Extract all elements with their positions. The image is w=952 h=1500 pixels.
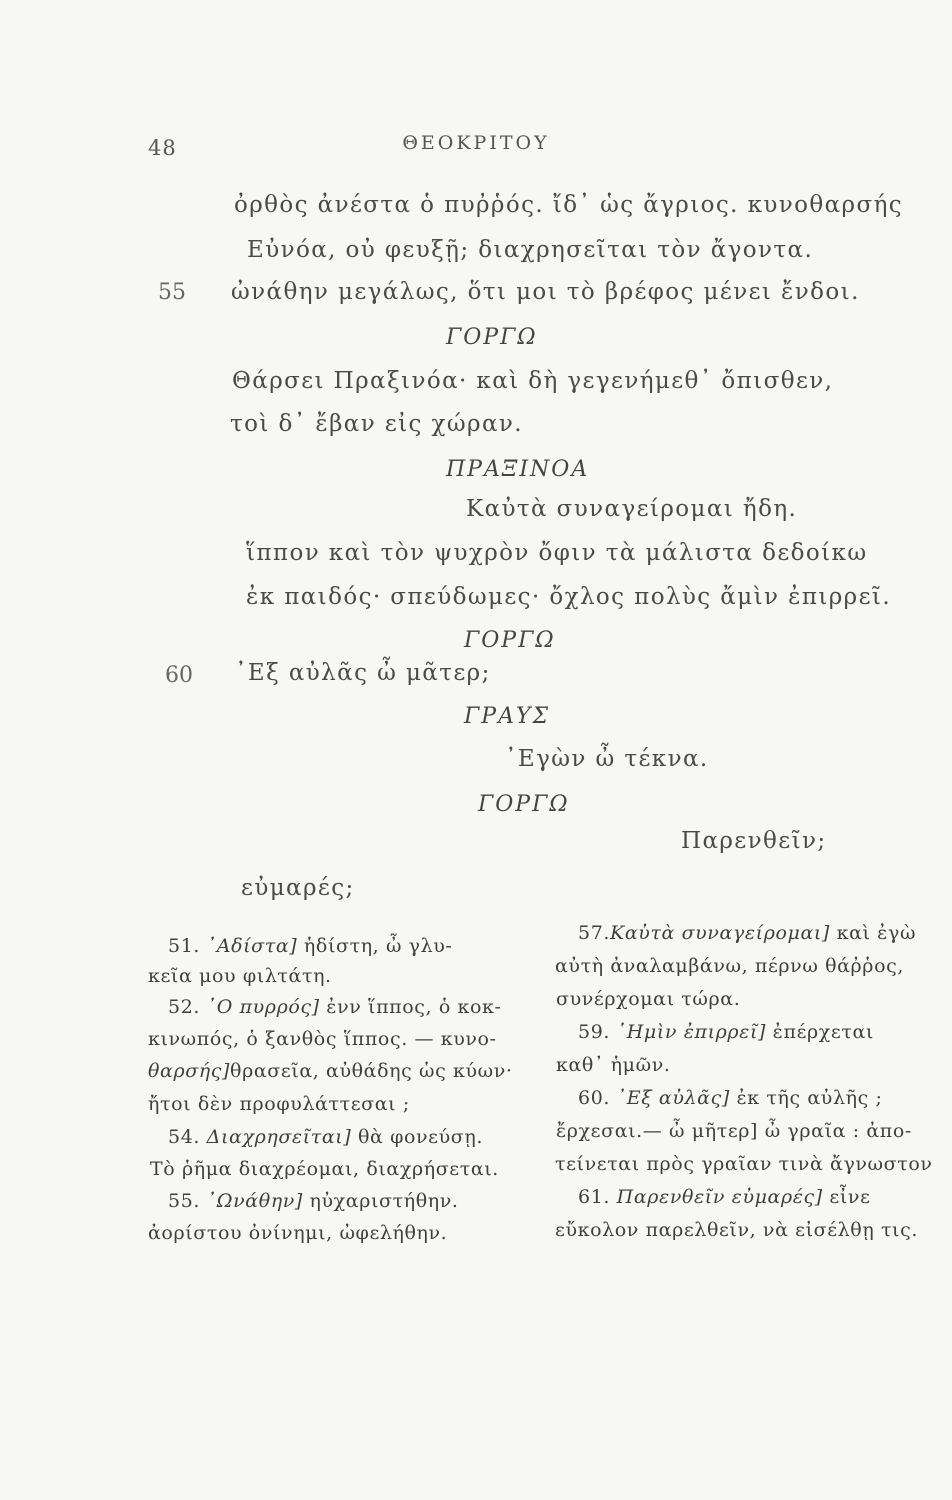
commentary-line: 55. ᾽Ωνάθην] ηὐχαριστήθην. [168, 1190, 459, 1212]
commentary-line: 59. ῾Ημὶν ἐπιρρεῖ] ἐπέρχεται [578, 1021, 874, 1043]
verse-line: Θάρσει Πραξινόα· καὶ δὴ γεγενήμεθ᾽ ὄπισθεν, [232, 368, 834, 394]
verse-line: Καὐτὰ συναγείρομαι ἤδη. [466, 496, 798, 522]
speaker-name: ΓΡΑΥΣ [464, 704, 551, 729]
running-title: ΘΕΟΚΡΙΤΟΥ [402, 132, 550, 154]
verse-line: Παρενθεῖν; [681, 828, 827, 854]
verse-line: τοὶ δ᾽ ἔβαν εἰς χώραν. [230, 411, 523, 437]
commentary-line: θαρσής]θρασεῖα, αὐθάδης ὡς κύων· [148, 1060, 513, 1082]
commentary-line: ἤτοι δὲν προφυλάττεσαι ; [148, 1093, 410, 1115]
verse-line: ὀρθὸς ἀνέστα ὁ πυῤῥός. ἴδ᾽ ὡς ἄγριος. κυνοθαρσής [234, 192, 904, 218]
commentary-line: εὔκολον παρελθεῖν, νὰ εἰσέλθῃ τις. [555, 1219, 918, 1241]
verse-line: εὐμαρές; [241, 875, 355, 901]
commentary-line: καθ᾽ ἡμῶν. [556, 1054, 671, 1076]
speaker-name: ΓΟΡΓΩ [446, 325, 538, 350]
commentary-line: 51. ᾽Αδίστα] ἡδίστη, ὦ γλυ- [168, 935, 453, 957]
verse-line: ᾽Εξ αὐλᾶς ὦ μᾶτερ; [235, 660, 491, 686]
commentary-line: κινωπός, ὁ ξανθὸς ἵππος. — κυνο- [148, 1028, 497, 1050]
commentary-line: Τὸ ῥῆμα διαχρέομαι, διαχρήσεται. [150, 1158, 499, 1180]
commentary-line: 61. Παρενθεῖν εὐμαρές] εἶνε [578, 1186, 871, 1208]
speaker-name: ΓΟΡΓΩ [464, 628, 556, 653]
commentary-line: τείνεται πρὸς γραῖαν τινὰ ἄγνωστον [555, 1153, 933, 1175]
verse-line: ὠνάθην μεγάλως, ὅτι μοι τὸ βρέφος μένει ἔνδοι. [231, 279, 860, 305]
verse-line: ᾽Εγὼν ὦ τέκνα. [505, 746, 709, 772]
line-number: 60 [165, 663, 193, 688]
commentary-line: ἔρχεσαι.— ὦ μῆτερ] ὦ γραῖα : ἀπο- [556, 1120, 912, 1142]
commentary-line: κεῖα μου φιλτάτη. [148, 965, 332, 987]
commentary-line: 60. ᾽Εξ αὐλᾶς] ἐκ τῆς αὐλῆς ; [578, 1087, 883, 1109]
speaker-name: ΠΡΑΞΙΝΟΑ [446, 457, 590, 482]
commentary-line: ἀορίστου ὀνίνημι, ὠφελήθην. [148, 1222, 448, 1244]
verse-line: Εὐνόα, οὐ φευξῇ; διαχρησεῖται τὸν ἄγοντα. [247, 237, 814, 263]
commentary-line: συνέρχομαι τώρα. [556, 988, 741, 1010]
line-number: 55 [158, 280, 186, 305]
commentary-line: αὐτὴ ἀναλαμβάνω, πέρνω θάῤῥος, [555, 955, 904, 977]
verse-line: ἵππον καὶ τὸν ψυχρὸν ὄφιν τὰ μάλιστα δεδοίκω [246, 540, 868, 566]
commentary-line: 54. Διαχρησεῖται] θὰ φονεύσῃ. [168, 1126, 483, 1148]
page-number: 48 [148, 136, 177, 160]
commentary-line: 52. ᾽Ο πυρρός] ἐνν ἵππος, ὁ κοκ- [168, 996, 502, 1018]
verse-line: ἐκ παιδός· σπεύδωμες· ὄχλος πολὺς ἄμὶν ἐπιρρεῖ. [246, 584, 892, 610]
speaker-name: ΓΟΡΓΩ [478, 792, 570, 817]
commentary-line: 57.Καὐτὰ συναγείρομαι] καὶ ἐγὼ [578, 922, 917, 944]
